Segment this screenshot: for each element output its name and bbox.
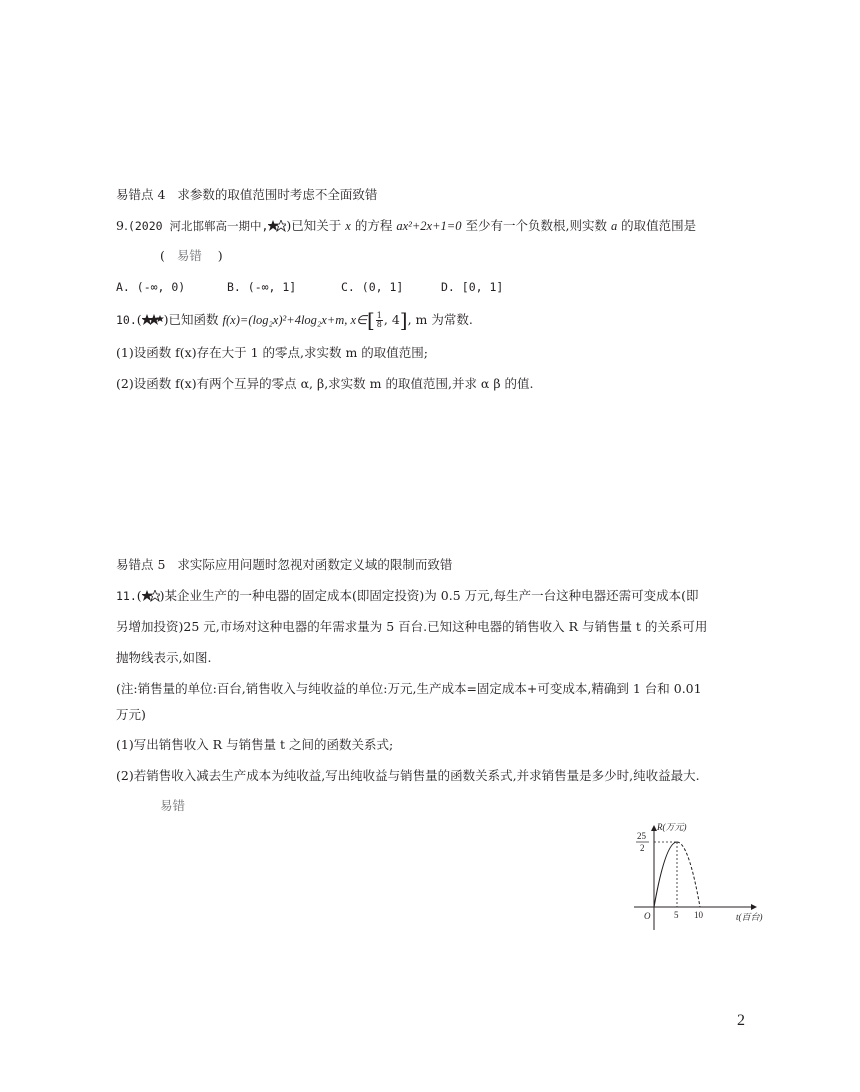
fraction-one-eighth: $\frac{1}{8}$: [376, 311, 382, 329]
question-10-stem: 10.( )已知函数 f(x)=(log₂x)²+4log₂x+m, x∈[ $\frac{1}{8}$ , 4], m 为常数.: [116, 308, 473, 332]
y-tick-denominator: 2: [640, 843, 645, 853]
question-9-stem: 9.(2020 河北邯郸高一期中, )已知关于 x 的方程 ax²+2x+1=0 至少有一个负数根,则实数 a 的取值范围是: [116, 218, 697, 233]
x-axis-label: t(百台): [736, 912, 763, 922]
x-tick-5: 5: [674, 910, 679, 920]
question-11-part-2: (2)若销售收入减去生产成本为纯收益,写出纯收益与销售量的函数关系式,并求销售量是多少时,纯收益最大.: [116, 768, 700, 783]
option-b: B. (-∞, 1]: [227, 280, 297, 294]
question-10-part-2: (2)设函数 f(x)有两个互异的零点 α, β,求实数 m 的取值范围,并求 α β 的值.: [116, 376, 534, 391]
section-5-heading: [116, 557, 452, 573]
question-number: 9.: [116, 218, 128, 233]
question-11-part-1: (1)写出销售收入 R 与销售量 t 之间的函数关系式;: [116, 737, 394, 752]
question-11-line-1: 11.( )某企业生产的一种电器的固定成本(即固定投资)为 0.5 万元,每生产一台这种电器还需可变成本(即: [116, 588, 699, 603]
section-4-label: 易错点 4: [116, 187, 166, 202]
question-11-line-2: 另增加投资)25 元,市场对这种电器的年需求量为 5 百台.已知这种电器的销售收入 R 与销售量 t 的关系可用: [116, 619, 708, 634]
function-expression: f(x)=(log₂x)²+4log₂x+m, x∈: [222, 313, 367, 327]
section-5-label: 易错点 5: [116, 557, 166, 572]
parabola-solid: [654, 842, 677, 907]
difficulty-stars-icon: [268, 220, 286, 232]
answer-blank: ( 易错 ): [160, 248, 223, 263]
question-11-line-3: 抛物线表示,如图.: [116, 650, 212, 665]
parabola-dashed: [677, 842, 700, 907]
difficulty-stars-icon: [142, 314, 164, 326]
question-10-part-1: (1)设函数 f(x)存在大于 1 的零点,求实数 m 的取值范围;: [116, 345, 428, 360]
question-source: (2020 河北邯郸高一期中,: [127, 219, 269, 233]
x-tick-10: 10: [694, 910, 703, 920]
question-number: 11.: [116, 589, 137, 603]
y-axis-label: R(万元): [657, 822, 687, 832]
section-5-title: 求实际应用问题时忽视对函数定义域的限制而致错: [177, 557, 453, 572]
question-11-note-1: (注:销售量的单位:百台,销售收入与纯收益的单位:万元,生产成本=固定成本+可变成本,精确到 1 台和 0.01: [116, 681, 702, 696]
equation: ax²+2x+1=0: [396, 219, 462, 233]
option-d: D. [0, 1]: [441, 280, 504, 294]
y-tick-numerator: 25: [637, 831, 646, 841]
option-c: C. (0, 1]: [341, 280, 404, 294]
question-11-note-2: 万元): [116, 707, 146, 722]
option-a: A. (-∞, 0): [116, 280, 186, 294]
page-number: 2: [737, 1012, 745, 1029]
origin-label: O: [644, 911, 651, 921]
difficulty-stars-icon: [142, 590, 160, 602]
question-number: 10.: [116, 313, 137, 327]
easy-wrong-tag: 易错: [176, 248, 202, 263]
easy-wrong-tag: 易错: [160, 798, 186, 813]
section-4-heading: [116, 187, 377, 203]
revenue-parabola-graph: [620, 818, 780, 930]
section-4-title: 求参数的取值范围时考虑不全面致错: [177, 187, 378, 202]
